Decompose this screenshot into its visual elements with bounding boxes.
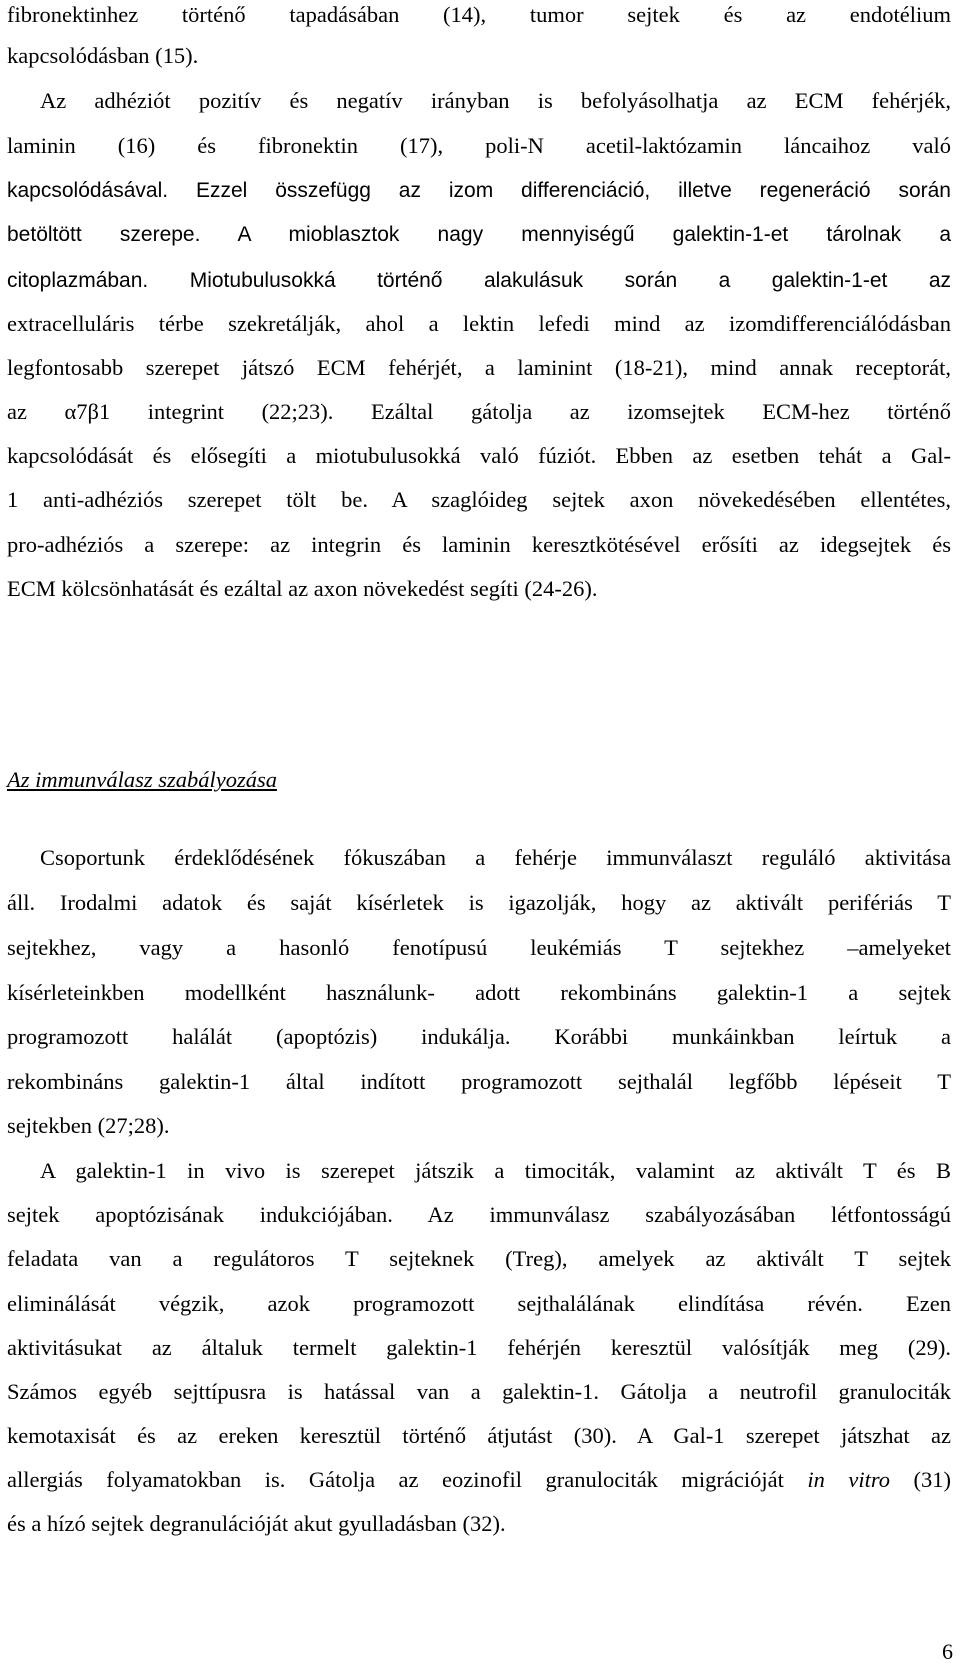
paragraph-3-line-6: Számos egyéb sejttípusra is hatással van a galektin-1. Gátolja a neutrofil granulociták xyxy=(7,1379,951,1404)
paragraph-1-line-11: kapcsolódását és elősegíti a miotubulusokká való fúziót. Ebben az esetben tehát a Gal- xyxy=(7,443,951,468)
paragraph-1-line-7 xyxy=(7,265,951,296)
paragraph-2-line-7: sejtekben (27;28). xyxy=(7,1113,170,1138)
paragraph-3-line-4: eliminálását végzik, azok programozott sejthalálának elindítása révén. Ezen xyxy=(7,1291,951,1316)
paragraph-3-line-2: sejtek apoptózisának indukciójában. Az immunválasz szabályozásában létfontosságú xyxy=(7,1202,951,1227)
paragraph-3-line-8-text: allergiás folyamatokban is. Gátolja az eozinofil granulociták migrációját xyxy=(7,1467,808,1492)
paragraph-3-line-3: feladata van a regulátoros T sejteknek (Treg), amelyek az aktivált T sejtek xyxy=(7,1246,951,1271)
paragraph-1-line-12: 1 anti-adhéziós szerepet tölt be. A szaglóideg sejtek axon növekedésében ellentétes, xyxy=(7,487,951,512)
paragraph-1-line-2: kapcsolódásban (15). xyxy=(7,43,199,68)
paragraph-1-line-14: ECM kölcsönhatását és ezáltal az axon növekedést segíti (24-26). xyxy=(7,576,598,601)
paragraph-3-line-1: A galektin-1 in vivo is szerepet játszik a timociták, valamint az aktivált T és B xyxy=(40,1158,951,1183)
paragraph-1-line-3: Az adhéziót pozitív és negatív irányban is befolyásolhatja az ECM fehérjék, xyxy=(40,88,951,113)
paragraph-1-line-1: fibronektinhez történő tapadásában (14), tumor sejtek és az endotélium xyxy=(7,2,951,27)
paragraph-1-line-6: betöltött szerepe. A mioblasztok nagy mennyiségű galektin-1-et tárolnak a xyxy=(7,223,951,246)
paragraph-2-line-6: rekombináns galektin-1 által indított programozott sejthalál legfőbb lépéseit T xyxy=(7,1069,951,1094)
paragraph-2-line-3: sejtekhez, vagy a hasonló fenotípusú leukémiás T sejtekhez –amelyeket xyxy=(7,935,951,960)
paragraph-3-line-5: aktivitásukat az általuk termelt galektin-1 fehérjén keresztül valósítják meg (29). xyxy=(7,1335,951,1360)
paragraph-1-line-8: extracelluláris térbe szekretálják, ahol a lektin lefedi mind az izomdifferenciálódásban xyxy=(7,311,951,336)
paragraph-3-line-8 xyxy=(7,1465,951,1495)
paragraph-2-line-1: Csoportunk érdeklődésének fókuszában a fehérje immunválaszt reguláló aktivitása xyxy=(40,845,951,870)
paragraph-1-line-4: laminin (16) és fibronektin (17), poli-N acetil-laktózamin láncaihoz való xyxy=(7,133,951,158)
paragraph-1-line-9: legfontosabb szerepet játszó ECM fehérjét, a laminint (18-21), mind annak receptorát, xyxy=(7,355,951,380)
paragraph-1-line-13: pro-adhéziós a szerepe: az integrin és laminin keresztkötésével erősíti az idegsejtek és xyxy=(7,532,951,557)
page-number: 6 xyxy=(942,1639,953,1664)
paragraph-3-line-9: és a hízó sejtek degranulációját akut gyulladásban (32). xyxy=(7,1511,506,1536)
paragraph-1-line-10: az α7β1 integrint (22;23). Ezáltal gátolja az izomsejtek ECM-hez történő xyxy=(7,399,951,424)
paragraph-2-line-2: áll. Irodalmi adatok és saját kísérletek is igazolják, hogy az aktivált perifériás T xyxy=(7,890,951,915)
in-vitro-italic: in vitro xyxy=(807,1467,891,1492)
paragraph-3-line-8-ref: (31) xyxy=(890,1467,951,1492)
section-heading: Az immunválasz szabályozása xyxy=(7,767,278,792)
paragraph-1-line-5: kapcsolódásával. Ezzel összefügg az izom differenciáció, illetve regeneráció során xyxy=(7,179,951,202)
paragraph-1-line-7-text: citoplazmában. Miotubulusokká történő alakulásuk során a galektin-1-et az xyxy=(7,269,951,292)
paragraph-2-line-5: programozott halálát (apoptózis) indukálja. Korábbi munkáinkban leírtuk a xyxy=(7,1024,951,1049)
paragraph-2-line-4: kísérleteinkben modellként használunk- adott rekombináns galektin-1 a sejtek xyxy=(7,980,951,1005)
paragraph-3-line-7: kemotaxisát és az ereken keresztül történő átjutást (30). A Gal-1 szerepet játszhat az xyxy=(7,1423,951,1448)
